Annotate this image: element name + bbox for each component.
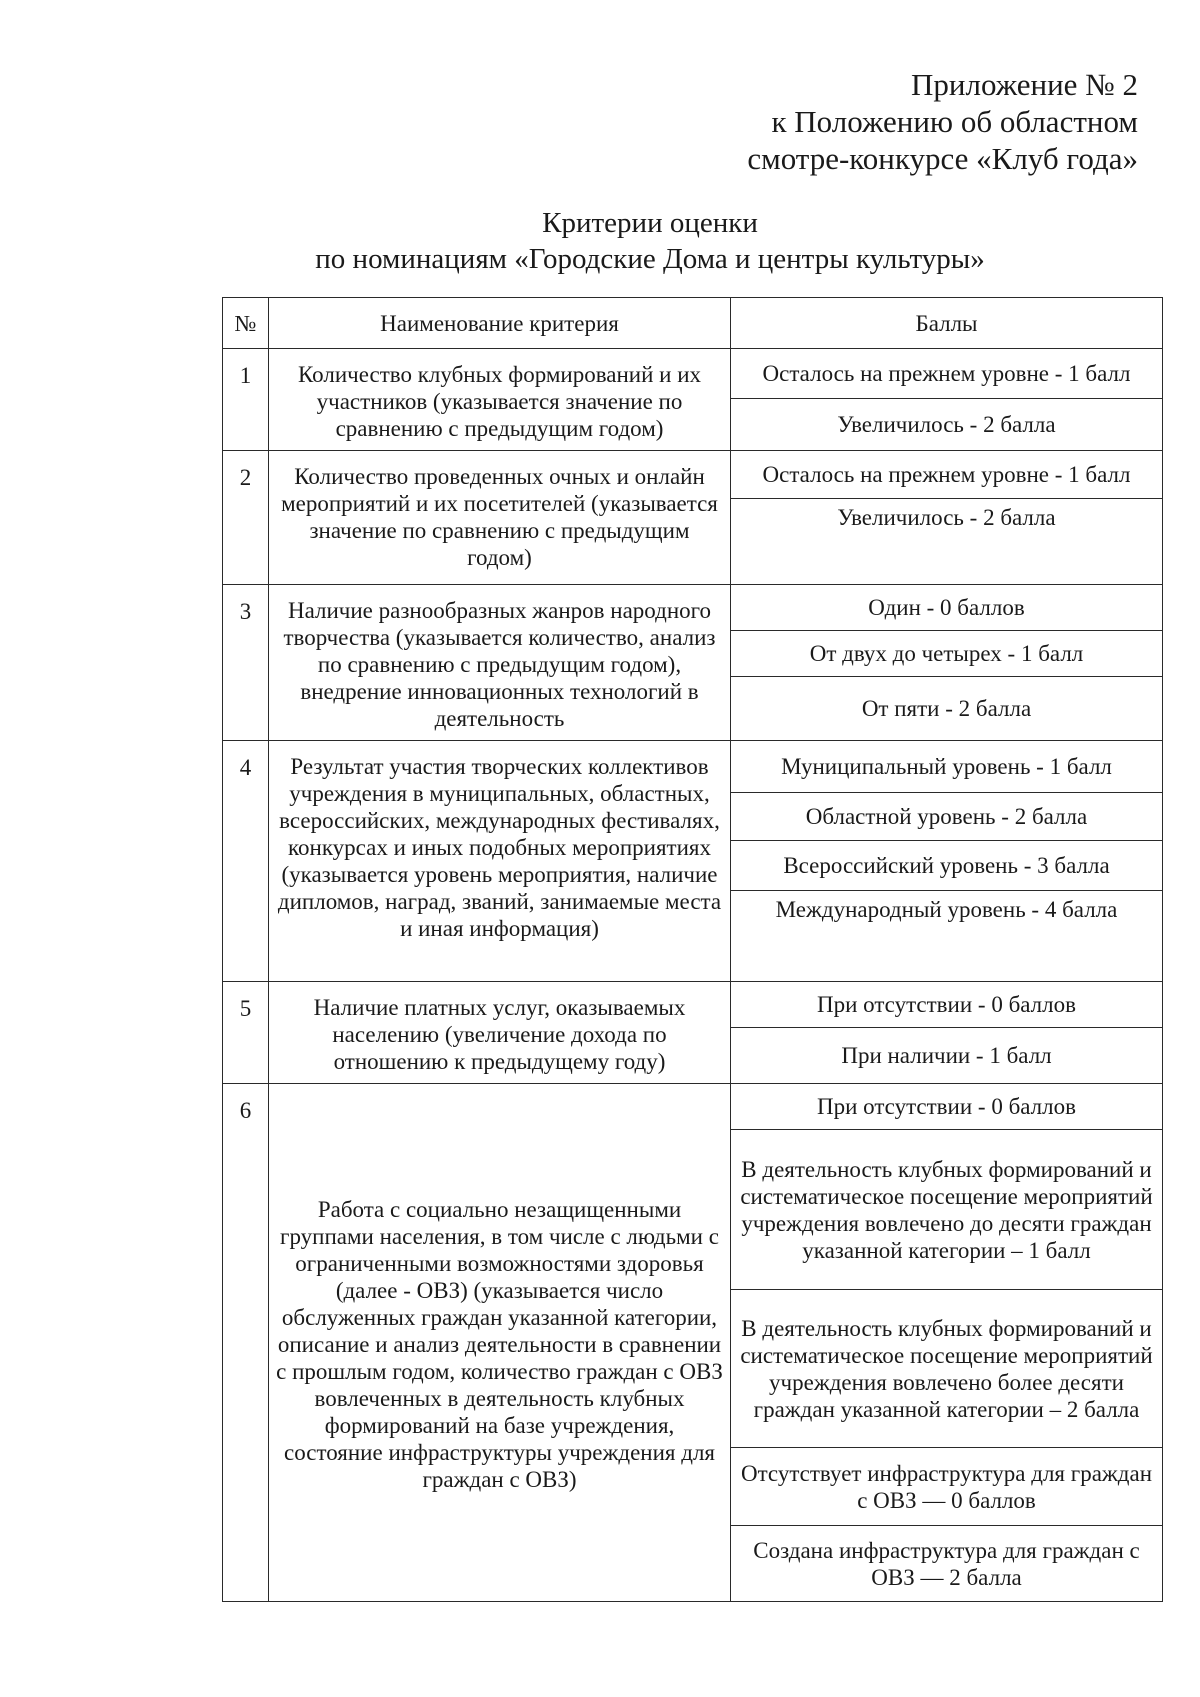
criterion-name: Количество клубных формирований и их участников (указывается значение по сравнению с предыдущим годом) [269,349,731,451]
table-row [223,349,1163,399]
score-option: Международный уровень - 4 балла [731,891,1163,982]
appendix-number: Приложение № 2 [911,67,1138,102]
score-option: Создана инфраструктура для граждан с ОВЗ — 2 балла [731,1526,1163,1602]
row-number: 1 [223,349,269,451]
criterion-name: Наличие разнообразных жанров народного творчества (указывается количество, анализ по сравнению с предыдущим годом), внедрение инновационных технологий в деятельность [269,585,731,741]
table-row [223,982,1163,1028]
header-criterion-name: Наименование критерия [269,298,731,349]
score-option: Осталось на прежнем уровне - 1 балл [731,451,1163,499]
criteria-table [222,297,1163,1602]
score-option: Увеличилось - 2 балла [731,398,1163,450]
score-option: От пяти - 2 балла [731,677,1163,741]
criterion-name: Количество проведенных очных и онлайн мероприятий и их посетителей (указывается значение по сравнению с предыдущим годом) [269,451,731,585]
score-option: В деятельность клубных формирований и систематическое посещение мероприятий учреждения вовлечено до десяти граждан указанной категории – 1 балл [731,1130,1163,1290]
table-header-row [223,298,1163,349]
row-number: 5 [223,982,269,1084]
score-option: При отсутствии - 0 баллов [731,1084,1163,1130]
row-number: 6 [223,1084,269,1602]
header-number: № [223,298,269,349]
appendix-header [638,66,1138,177]
table-row [223,451,1163,499]
row-number: 2 [223,451,269,585]
score-option: При наличии - 1 балл [731,1027,1163,1083]
score-option: Областной уровень - 2 балла [731,793,1163,841]
criterion-name: Работа с социально незащищенными группами населения, в том числе с людьми с ограниченными возможностями здоровья (далее - ОВЗ) (указывается число обслуженных граждан указанной категории, описание и анализ деятельности в сравнении с прошлым годом, количество граждан с ОВЗ вовлеченных в деятельность клубных формирований на базе учреждения, состояние инфраструктуры учреждения для граждан с ОВЗ) [269,1084,731,1602]
score-option: Всероссийский уровень - 3 балла [731,841,1163,891]
header-score: Баллы [731,298,1163,349]
appendix-contest-name: смотре-конкурсе «Клуб года» [747,141,1138,176]
score-option: Муниципальный уровень - 1 балл [731,741,1163,793]
appendix-reference: к Положению об областном [771,104,1138,139]
score-option: В деятельность клубных формирований и систематическое посещение мероприятий учреждения вовлечено более десяти граждан указанной категории – 2 балла [731,1290,1163,1448]
score-option: Один - 0 баллов [731,585,1163,631]
row-number: 3 [223,585,269,741]
criterion-name: Наличие платных услуг, оказываемых населению (увеличение дохода по отношению к предыдущему году) [269,982,731,1084]
document-title [200,205,1100,277]
table-row [223,585,1163,631]
score-option: Осталось на прежнем уровне - 1 балл [731,349,1163,399]
criterion-name: Результат участия творческих коллективов учреждения в муниципальных, областных, всероссийских, международных фестивалях, конкурсах и иных подобных мероприятиях (указывается уровень мероприятия, наличие дипломов, наград, званий, занимаемые места и иная информация) [269,741,731,982]
table-row [223,1084,1163,1130]
score-option: От двух до четырех - 1 балл [731,631,1163,677]
row-number: 4 [223,741,269,982]
score-option: Отсутствует инфраструктура для граждан с ОВЗ — 0 баллов [731,1448,1163,1526]
title-line-1: Критерии оценки [542,207,758,239]
score-option: При отсутствии - 0 баллов [731,982,1163,1028]
title-line-2: по номинациям «Городские Дома и центры культуры» [315,243,985,275]
table-row [223,741,1163,793]
score-option: Увеличилось - 2 балла [731,499,1163,585]
